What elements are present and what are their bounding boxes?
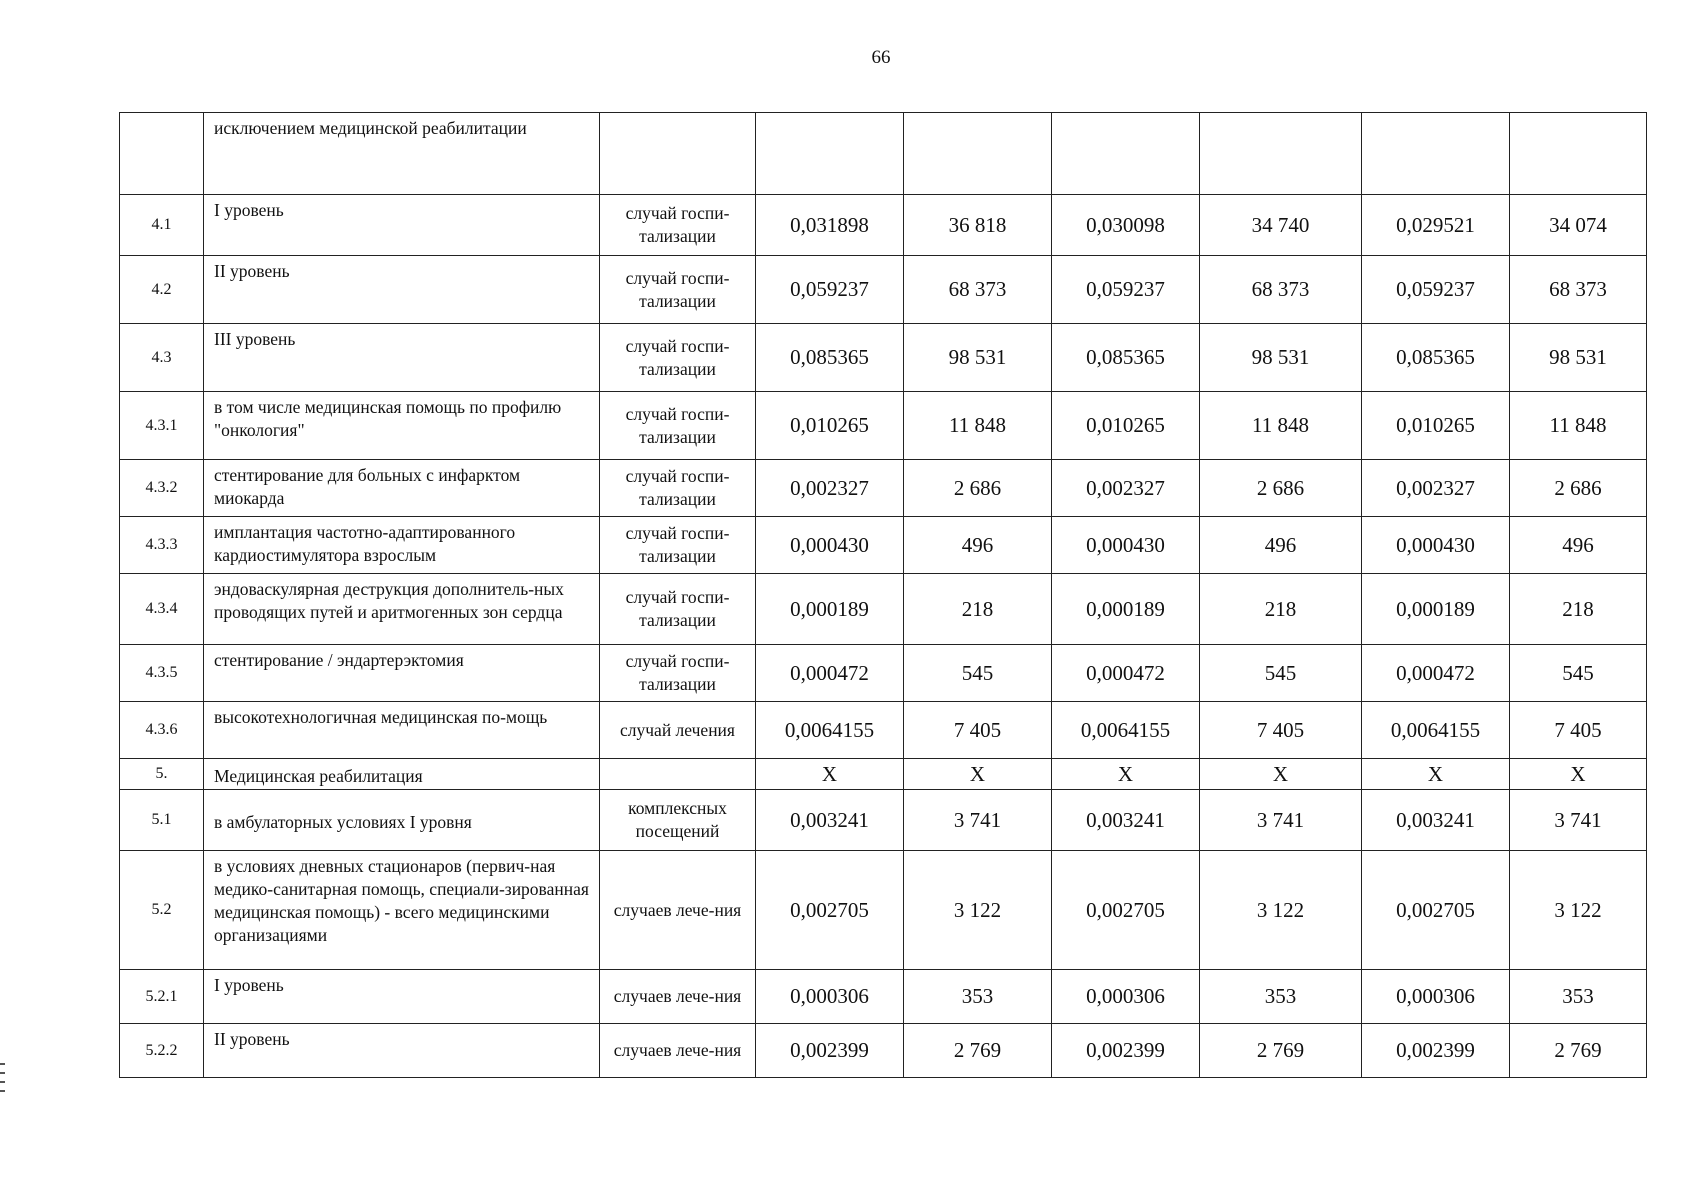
- row-unit: [600, 113, 756, 195]
- row-number: 4.1: [120, 195, 204, 256]
- row-value: 3 122: [1200, 851, 1362, 970]
- row-number: 5.2.1: [120, 970, 204, 1024]
- table-row: [120, 324, 1647, 392]
- row-unit: случаев лече-ния: [600, 1024, 756, 1078]
- row-number: 4.3.2: [120, 460, 204, 517]
- row-value: 0,002399: [1362, 1024, 1510, 1078]
- row-value: 0,003241: [756, 790, 904, 851]
- table-body: [120, 113, 1647, 1078]
- table-row: [120, 517, 1647, 574]
- row-unit: случай госпи-тализации: [600, 645, 756, 702]
- row-value: 0,002327: [1362, 460, 1510, 517]
- row-unit: случай госпи-тализации: [600, 324, 756, 392]
- row-value: 0,000189: [1052, 574, 1200, 645]
- row-value: 0,002705: [1052, 851, 1200, 970]
- row-unit: [600, 759, 756, 790]
- row-unit: случай госпи-тализации: [600, 256, 756, 324]
- row-value: 2 769: [904, 1024, 1052, 1078]
- row-value: 2 686: [1200, 460, 1362, 517]
- row-unit: комплексных посещений: [600, 790, 756, 851]
- row-value: 7 405: [904, 702, 1052, 759]
- row-unit: случай госпи-тализации: [600, 460, 756, 517]
- row-number: 4.3: [120, 324, 204, 392]
- row-value: 0,031898: [756, 195, 904, 256]
- row-value: 0,000189: [756, 574, 904, 645]
- table-row: [120, 1024, 1647, 1078]
- row-value: 0,059237: [1362, 256, 1510, 324]
- row-value: 3 122: [904, 851, 1052, 970]
- row-value: 0,002399: [756, 1024, 904, 1078]
- row-value: 68 373: [1510, 256, 1647, 324]
- row-value: 0,002327: [756, 460, 904, 517]
- row-value: 0,029521: [1362, 195, 1510, 256]
- row-value: 68 373: [1200, 256, 1362, 324]
- row-value: 98 531: [1200, 324, 1362, 392]
- row-value: 34 740: [1200, 195, 1362, 256]
- row-number: 4.2: [120, 256, 204, 324]
- row-value: 496: [1510, 517, 1647, 574]
- row-value: 0,000189: [1362, 574, 1510, 645]
- row-value: 545: [1510, 645, 1647, 702]
- row-unit: случай лечения: [600, 702, 756, 759]
- table-row: [120, 392, 1647, 460]
- row-value: 0,000430: [756, 517, 904, 574]
- row-number: 4.3.6: [120, 702, 204, 759]
- row-value: 0,085365: [756, 324, 904, 392]
- row-number: 4.3.1: [120, 392, 204, 460]
- row-value: Х: [1052, 759, 1200, 790]
- row-name: имплантация частотно-адаптированного кардиостимулятора взрослым: [204, 517, 600, 574]
- row-number: 5.1: [120, 790, 204, 851]
- row-value: 0,000472: [756, 645, 904, 702]
- row-value: 218: [904, 574, 1052, 645]
- row-name: исключением медицинской реабилитации: [204, 113, 600, 195]
- row-value: 0,085365: [1052, 324, 1200, 392]
- row-value: 0,000306: [1052, 970, 1200, 1024]
- table-row: [120, 195, 1647, 256]
- row-value: [1052, 113, 1200, 195]
- row-name: в условиях дневных стационаров (первич-ная медико-санитарная помощь, специали-зированная медицинская помощь) - всего медицинскими организациями: [204, 851, 600, 970]
- row-value: 353: [1510, 970, 1647, 1024]
- row-value: 2 686: [1510, 460, 1647, 517]
- row-value: 11 848: [1200, 392, 1362, 460]
- row-value: Х: [1510, 759, 1647, 790]
- row-value: 0,010265: [1052, 392, 1200, 460]
- row-value: [1362, 113, 1510, 195]
- row-value: 0,000472: [1052, 645, 1200, 702]
- row-unit: случаев лече-ния: [600, 970, 756, 1024]
- row-name: I уровень: [204, 195, 600, 256]
- row-value: 0,0064155: [1052, 702, 1200, 759]
- row-name: II уровень: [204, 256, 600, 324]
- row-name: эндоваскулярная деструкция дополнитель-ных проводящих путей и аритмогенных зон сердца: [204, 574, 600, 645]
- row-number: 5.2: [120, 851, 204, 970]
- row-value: 0,0064155: [1362, 702, 1510, 759]
- row-value: 0,000306: [1362, 970, 1510, 1024]
- row-value: 353: [904, 970, 1052, 1024]
- row-value: Х: [904, 759, 1052, 790]
- row-number: [120, 113, 204, 195]
- row-name: высокотехнологичная медицинская по-мощь: [204, 702, 600, 759]
- row-name: стентирование для больных с инфарктом миокарда: [204, 460, 600, 517]
- row-number: 4.3.4: [120, 574, 204, 645]
- row-number: 5.: [120, 759, 204, 790]
- row-name: I уровень: [204, 970, 600, 1024]
- row-value: 0,000306: [756, 970, 904, 1024]
- row-value: 3 741: [1200, 790, 1362, 851]
- row-value: 3 741: [904, 790, 1052, 851]
- row-value: 353: [1200, 970, 1362, 1024]
- row-value: 218: [1200, 574, 1362, 645]
- table-row: [120, 645, 1647, 702]
- row-value: Х: [756, 759, 904, 790]
- page-number: 66: [871, 47, 891, 68]
- row-value: 0,003241: [1362, 790, 1510, 851]
- row-value: Х: [1362, 759, 1510, 790]
- row-value: 0,000430: [1052, 517, 1200, 574]
- table-row: [120, 970, 1647, 1024]
- row-value: 0,000472: [1362, 645, 1510, 702]
- row-value: 0,010265: [756, 392, 904, 460]
- row-name: II уровень: [204, 1024, 600, 1078]
- row-name: в том числе медицинская помощь по профилю "онкология": [204, 392, 600, 460]
- row-unit: случай госпи-тализации: [600, 392, 756, 460]
- row-value: 7 405: [1510, 702, 1647, 759]
- data-table: [119, 112, 1647, 1078]
- row-value: 2 686: [904, 460, 1052, 517]
- row-value: 34 074: [1510, 195, 1647, 256]
- row-value: 7 405: [1200, 702, 1362, 759]
- table-row: [120, 460, 1647, 517]
- row-value: 545: [1200, 645, 1362, 702]
- row-value: 0,002705: [756, 851, 904, 970]
- row-value: 3 122: [1510, 851, 1647, 970]
- row-value: 0,059237: [1052, 256, 1200, 324]
- row-value: 0,000430: [1362, 517, 1510, 574]
- row-name: в амбулаторных условиях I уровня: [204, 790, 600, 851]
- row-value: [756, 113, 904, 195]
- row-value: 2 769: [1200, 1024, 1362, 1078]
- row-value: [1200, 113, 1362, 195]
- row-value: 0,003241: [1052, 790, 1200, 851]
- table-row: [120, 702, 1647, 759]
- row-value: 0,030098: [1052, 195, 1200, 256]
- row-name: Медицинская реабилитация: [204, 759, 600, 790]
- row-value: 496: [904, 517, 1052, 574]
- margin-mark: [0, 1090, 5, 1092]
- margin-mark: [0, 1081, 5, 1083]
- row-value: Х: [1200, 759, 1362, 790]
- row-value: 11 848: [1510, 392, 1647, 460]
- row-unit: случай госпи-тализации: [600, 195, 756, 256]
- row-value: 0,085365: [1362, 324, 1510, 392]
- row-value: 496: [1200, 517, 1362, 574]
- table-row: [120, 759, 1647, 790]
- row-name: III уровень: [204, 324, 600, 392]
- row-unit: случаев лече-ния: [600, 851, 756, 970]
- table-row: [120, 574, 1647, 645]
- row-name: стентирование / эндартерэктомия: [204, 645, 600, 702]
- row-value: 218: [1510, 574, 1647, 645]
- row-value: [904, 113, 1052, 195]
- row-value: 98 531: [904, 324, 1052, 392]
- margin-mark: [0, 1063, 5, 1065]
- row-value: 98 531: [1510, 324, 1647, 392]
- table-row: [120, 790, 1647, 851]
- row-value: 0,002705: [1362, 851, 1510, 970]
- row-number: 4.3.5: [120, 645, 204, 702]
- row-value: 2 769: [1510, 1024, 1647, 1078]
- row-number: 4.3.3: [120, 517, 204, 574]
- row-value: 545: [904, 645, 1052, 702]
- row-value: [1510, 113, 1647, 195]
- row-value: 68 373: [904, 256, 1052, 324]
- row-number: 5.2.2: [120, 1024, 204, 1078]
- row-value: 36 818: [904, 195, 1052, 256]
- table-row: [120, 113, 1647, 195]
- row-unit: случай госпи-тализации: [600, 517, 756, 574]
- row-value: 11 848: [904, 392, 1052, 460]
- row-value: 0,0064155: [756, 702, 904, 759]
- margin-mark: [0, 1072, 5, 1074]
- table-row: [120, 851, 1647, 970]
- row-value: 0,002399: [1052, 1024, 1200, 1078]
- table-row: [120, 256, 1647, 324]
- row-unit: случай госпи-тализации: [600, 574, 756, 645]
- row-value: 0,010265: [1362, 392, 1510, 460]
- row-value: 0,002327: [1052, 460, 1200, 517]
- row-value: 3 741: [1510, 790, 1647, 851]
- row-value: 0,059237: [756, 256, 904, 324]
